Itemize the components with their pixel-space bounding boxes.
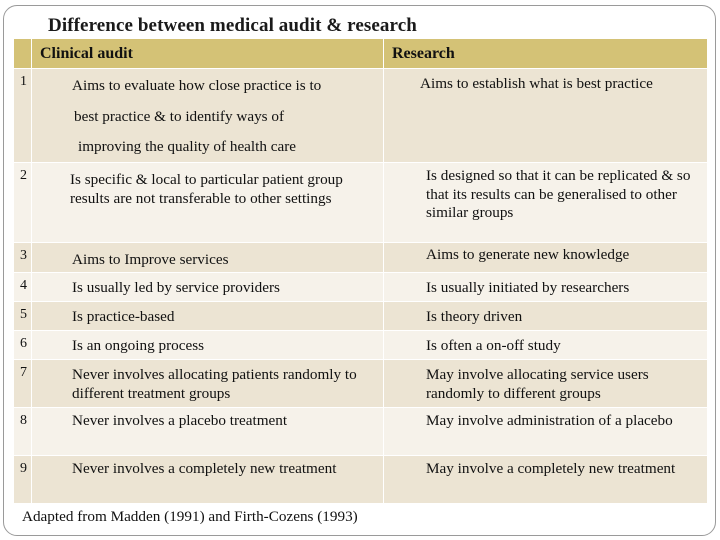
audit-cell: Never involves a placebo treatment	[32, 408, 384, 456]
table-row	[14, 360, 708, 408]
row-number: 5	[14, 302, 32, 331]
research-cell: May involve allocating service users randomly to different groups	[384, 360, 708, 408]
audit-cell: Is an ongoing process	[32, 331, 384, 360]
audit-line: best practice & to identify ways of	[74, 107, 285, 125]
research-cell: Aims to generate new knowledge	[384, 243, 708, 273]
table-row	[14, 273, 708, 302]
row-number: 3	[14, 243, 32, 273]
row-number: 8	[14, 408, 32, 456]
row-number: 4	[14, 273, 32, 302]
header-research: Research	[384, 39, 708, 69]
table-row	[14, 408, 708, 456]
research-cell: May involve a completely new treatment	[384, 456, 708, 504]
audit-line: Aims to evaluate how close practice is to	[72, 77, 322, 95]
table-row	[14, 331, 708, 360]
row-number: 7	[14, 360, 32, 408]
research-cell: Aims to establish what is best practice	[384, 69, 708, 163]
header-clinical-audit: Clinical audit	[32, 39, 384, 69]
research-cell: May involve administration of a placebo	[384, 408, 708, 456]
row-number: 9	[14, 456, 32, 504]
audit-line: improving the quality of health care	[78, 138, 297, 155]
footnote-row	[14, 504, 708, 532]
audit-cell: Is practice-based	[32, 302, 384, 331]
research-cell: Is usually initiated by researchers	[384, 273, 708, 302]
row-number: 2	[14, 163, 32, 243]
table-row	[14, 302, 708, 331]
research-cell: Is designed so that it can be replicated & so that its results can be generalised to other similar groups	[384, 163, 708, 243]
row-number: 1	[14, 69, 32, 163]
table-header-row	[14, 39, 708, 69]
row-number: 6	[14, 331, 32, 360]
table-row	[14, 243, 708, 273]
audit-cell: Is usually led by service providers	[32, 273, 384, 302]
header-number-cell	[14, 39, 32, 69]
comparison-table	[13, 38, 708, 532]
audit-cell: Never involves allocating patients randomly to different treatment groups	[32, 360, 384, 408]
slide-title: Difference between medical audit & research	[48, 15, 417, 36]
audit-cell: Is specific & local to particular patient group results are not transferable to other settings	[32, 163, 384, 243]
table-row	[14, 163, 708, 243]
table-row	[14, 456, 708, 504]
audit-cell: Never involves a completely new treatment	[32, 456, 384, 504]
table-row	[14, 69, 708, 163]
research-cell: Is often a on-off study	[384, 331, 708, 360]
footnote: Adapted from Madden (1991) and Firth-Cozens (1993)	[14, 504, 708, 532]
audit-cell: Aims to Improve services	[32, 243, 384, 273]
research-cell: Is theory driven	[384, 302, 708, 331]
audit-cell	[32, 69, 384, 163]
